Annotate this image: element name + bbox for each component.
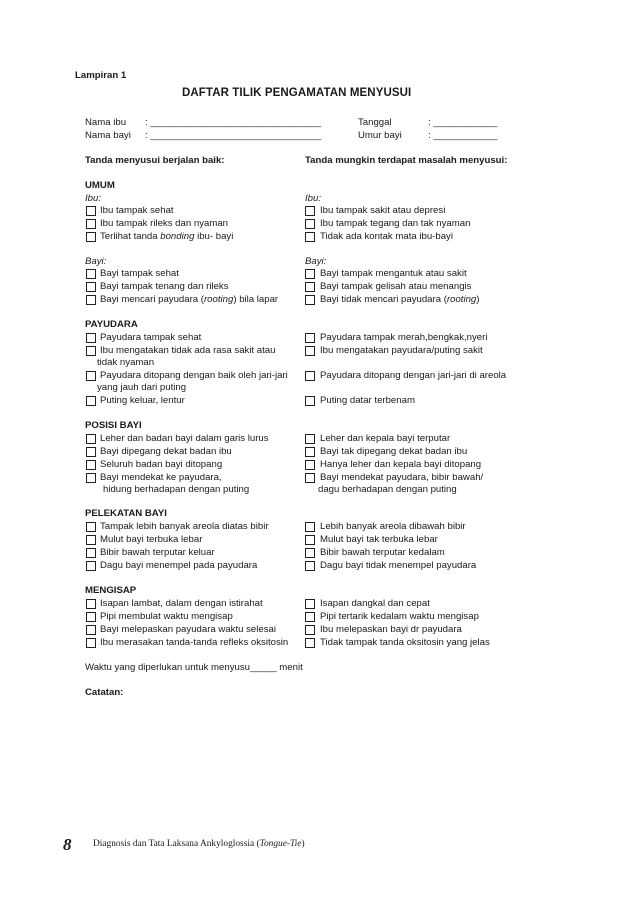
checklist-item: Bayi melepaskan payudara waktu selesai <box>100 624 276 635</box>
checkbox[interactable] <box>86 346 96 356</box>
checkbox[interactable] <box>305 269 315 279</box>
checklist-item: Leher dan kepala bayi terputar <box>320 433 451 444</box>
checklist-item: Dagu bayi tidak menempel payudara <box>320 560 477 571</box>
checkbox[interactable] <box>305 232 315 242</box>
checkbox[interactable] <box>305 282 315 292</box>
checkbox[interactable] <box>86 522 96 532</box>
umur-bayi-field[interactable]: : ____________ <box>428 130 498 141</box>
checkbox[interactable] <box>86 434 96 444</box>
checklist-item: Tidak tampak tanda oksitosin yang jelas <box>320 637 490 648</box>
checklist-item: Ibu tampak sehat <box>100 205 174 216</box>
checklist-item: Ibu mengatakan tidak ada rasa sakit atau <box>100 345 276 356</box>
checkbox[interactable] <box>86 269 96 279</box>
checklist-item: Ibu melepaskan bayi dr payudara <box>320 624 462 635</box>
nama-ibu-field[interactable]: : ________________________________ <box>145 117 322 128</box>
nama-bayi-field[interactable]: : ________________________________ <box>145 130 322 141</box>
checkbox[interactable] <box>86 548 96 558</box>
subsection-ibu-right: Ibu: <box>305 193 322 204</box>
subsection-bayi-right: Bayi: <box>305 256 327 267</box>
checkbox[interactable] <box>86 447 96 457</box>
checkbox[interactable] <box>86 371 96 381</box>
checklist-item: Isapan lambat, dalam dengan istirahat <box>100 598 263 609</box>
checklist-item: Bayi tak dipegang dekat badan ibu <box>320 446 468 457</box>
checkbox[interactable] <box>305 346 315 356</box>
checklist-item: Payudara ditopang dengan jari-jari di areola <box>320 370 507 381</box>
checklist-item: Seluruh badan bayi ditopang <box>100 459 223 470</box>
checkbox[interactable] <box>305 206 315 216</box>
checklist-item: Lebih banyak areola dibawah bibir <box>320 521 466 532</box>
waktu-menyusu-field[interactable]: Waktu yang diperlukan untuk menyusu_____ menit <box>85 662 303 673</box>
checklist-item: Hanya leher dan kepala bayi ditopang <box>320 459 482 470</box>
checkbox[interactable] <box>86 625 96 635</box>
checklist-item: Pipi tertarik kedalam waktu mengisap <box>320 611 479 622</box>
checkbox[interactable] <box>86 561 96 571</box>
checkbox[interactable] <box>305 548 315 558</box>
checklist-item: Mulut bayi tak terbuka lebar <box>320 534 438 545</box>
appendix-label: Lampiran 1 <box>75 70 127 81</box>
checklist-item: Bayi mendekat ke payudara, <box>100 472 222 483</box>
page-number: 8 <box>63 835 72 854</box>
checkbox[interactable] <box>86 396 96 406</box>
checklist-item: Bibir bawah terputar kedalam <box>320 547 445 558</box>
umur-bayi-label: Umur bayi <box>358 130 402 141</box>
left-column-header: Tanda menyusui berjalan baik: <box>85 155 225 166</box>
checklist-item-continuation: tidak nyaman <box>97 357 155 368</box>
checklist-item-continuation: dagu berhadapan dengan puting <box>318 484 457 495</box>
subsection-ibu-left: Ibu: <box>85 193 102 204</box>
checkbox[interactable] <box>305 612 315 622</box>
checklist-item: Bibir bawah terputar keluar <box>100 547 215 558</box>
checkbox[interactable] <box>86 232 96 242</box>
checkbox[interactable] <box>305 447 315 457</box>
subsection-bayi-left: Bayi: <box>85 256 107 267</box>
checkbox[interactable] <box>86 599 96 609</box>
checklist-item-continuation: hidung berhadapan dengan puting <box>103 484 250 495</box>
checklist-item: Bayi tampak sehat <box>100 268 179 279</box>
checklist-item: Bayi dipegang dekat badan ibu <box>100 446 232 457</box>
checklist-item-continuation: yang jauh dari puting <box>97 382 187 393</box>
checkbox[interactable] <box>305 371 315 381</box>
checkbox[interactable] <box>305 535 315 545</box>
checkbox[interactable] <box>305 561 315 571</box>
checklist-item: Isapan dangkal dan cepat <box>320 598 430 609</box>
footer-text: Diagnosis dan Tata Laksana Ankyloglossia (Tongue-Tie) <box>93 839 305 849</box>
checklist-item: Ibu tampak tegang dan tak nyaman <box>320 218 471 229</box>
checkbox[interactable] <box>305 473 315 483</box>
tanggal-label: Tanggal <box>358 117 392 128</box>
checklist-item: Bayi tidak mencari payudara (rooting) <box>320 294 480 305</box>
checklist-item: Bayi tampak mengantuk atau sakit <box>320 268 467 279</box>
checkbox[interactable] <box>86 295 96 305</box>
checklist-item: Ibu merasakan tanda-tanda refleks oksitosin <box>100 637 289 648</box>
checklist-item: Ibu tampak sakit atau depresi <box>320 205 446 216</box>
checklist-item: Payudara ditopang dengan baik oleh jari-jari <box>100 370 288 381</box>
tanggal-field[interactable]: : ____________ <box>428 117 498 128</box>
checkbox[interactable] <box>86 612 96 622</box>
checkbox[interactable] <box>305 522 315 532</box>
checkbox[interactable] <box>305 434 315 444</box>
checklist-item: Terlihat tanda bonding ibu- bayi <box>100 231 234 242</box>
page-title: DAFTAR TILIK PENGAMATAN MENYUSUI <box>182 87 412 99</box>
checkbox[interactable] <box>86 333 96 343</box>
checkbox[interactable] <box>86 460 96 470</box>
checkbox[interactable] <box>305 599 315 609</box>
checkbox[interactable] <box>305 219 315 229</box>
checkbox[interactable] <box>86 206 96 216</box>
checkbox[interactable] <box>86 282 96 292</box>
checkbox[interactable] <box>305 460 315 470</box>
section-payudara: PAYUDARA <box>85 319 138 330</box>
section-mengisap: MENGISAP <box>85 585 137 596</box>
checklist-item: Payudara tampak sehat <box>100 332 202 343</box>
checklist-item: Pipi membulat waktu mengisap <box>100 611 233 622</box>
right-column-header: Tanda mungkin terdapat masalah menyusui: <box>305 155 508 166</box>
checklist-item: Leher dan badan bayi dalam garis lurus <box>100 433 269 444</box>
checklist-item: Bayi tampak tenang dan rileks <box>100 281 229 292</box>
nama-bayi-label: Nama bayi <box>85 130 131 141</box>
checklist-item: Bayi mendekat payudara, bibir bawah/ <box>320 472 484 483</box>
checkbox[interactable] <box>305 625 315 635</box>
checkbox[interactable] <box>305 396 315 406</box>
checklist-item: Mulut bayi terbuka lebar <box>100 534 203 545</box>
section-pelekatan-bayi: PELEKATAN BAYI <box>85 508 167 519</box>
checklist-item: Tampak lebih banyak areola diatas bibir <box>100 521 269 532</box>
checklist-item: Ibu mengatakan payudara/puting sakit <box>320 345 483 356</box>
checklist-item: Puting datar terbenam <box>320 395 415 406</box>
checkbox[interactable] <box>305 333 315 343</box>
checkbox[interactable] <box>305 295 315 305</box>
checklist-item: Puting keluar, lentur <box>100 395 185 406</box>
checklist-item: Dagu bayi menempel pada payudara <box>100 560 258 571</box>
checkbox[interactable] <box>86 638 96 648</box>
checkbox[interactable] <box>86 535 96 545</box>
nama-ibu-label: Nama ibu <box>85 117 127 128</box>
checkbox[interactable] <box>86 219 96 229</box>
catatan-label: Catatan: <box>85 687 124 698</box>
checklist-item: Ibu tampak rileks dan nyaman <box>100 218 228 229</box>
checklist-item: Payudara tampak merah,bengkak,nyeri <box>320 332 488 343</box>
checklist-item: Bayi tampak gelisah atau menangis <box>320 281 472 292</box>
section-posisi-bayi: POSISI BAYI <box>85 420 142 431</box>
section-umum: UMUM <box>85 180 115 191</box>
checkbox[interactable] <box>305 638 315 648</box>
checklist-item: Tidak ada kontak mata ibu-bayi <box>320 231 453 242</box>
checkbox[interactable] <box>86 473 96 483</box>
checklist-item: Bayi mencari payudara (rooting) bila lapar <box>100 294 279 305</box>
